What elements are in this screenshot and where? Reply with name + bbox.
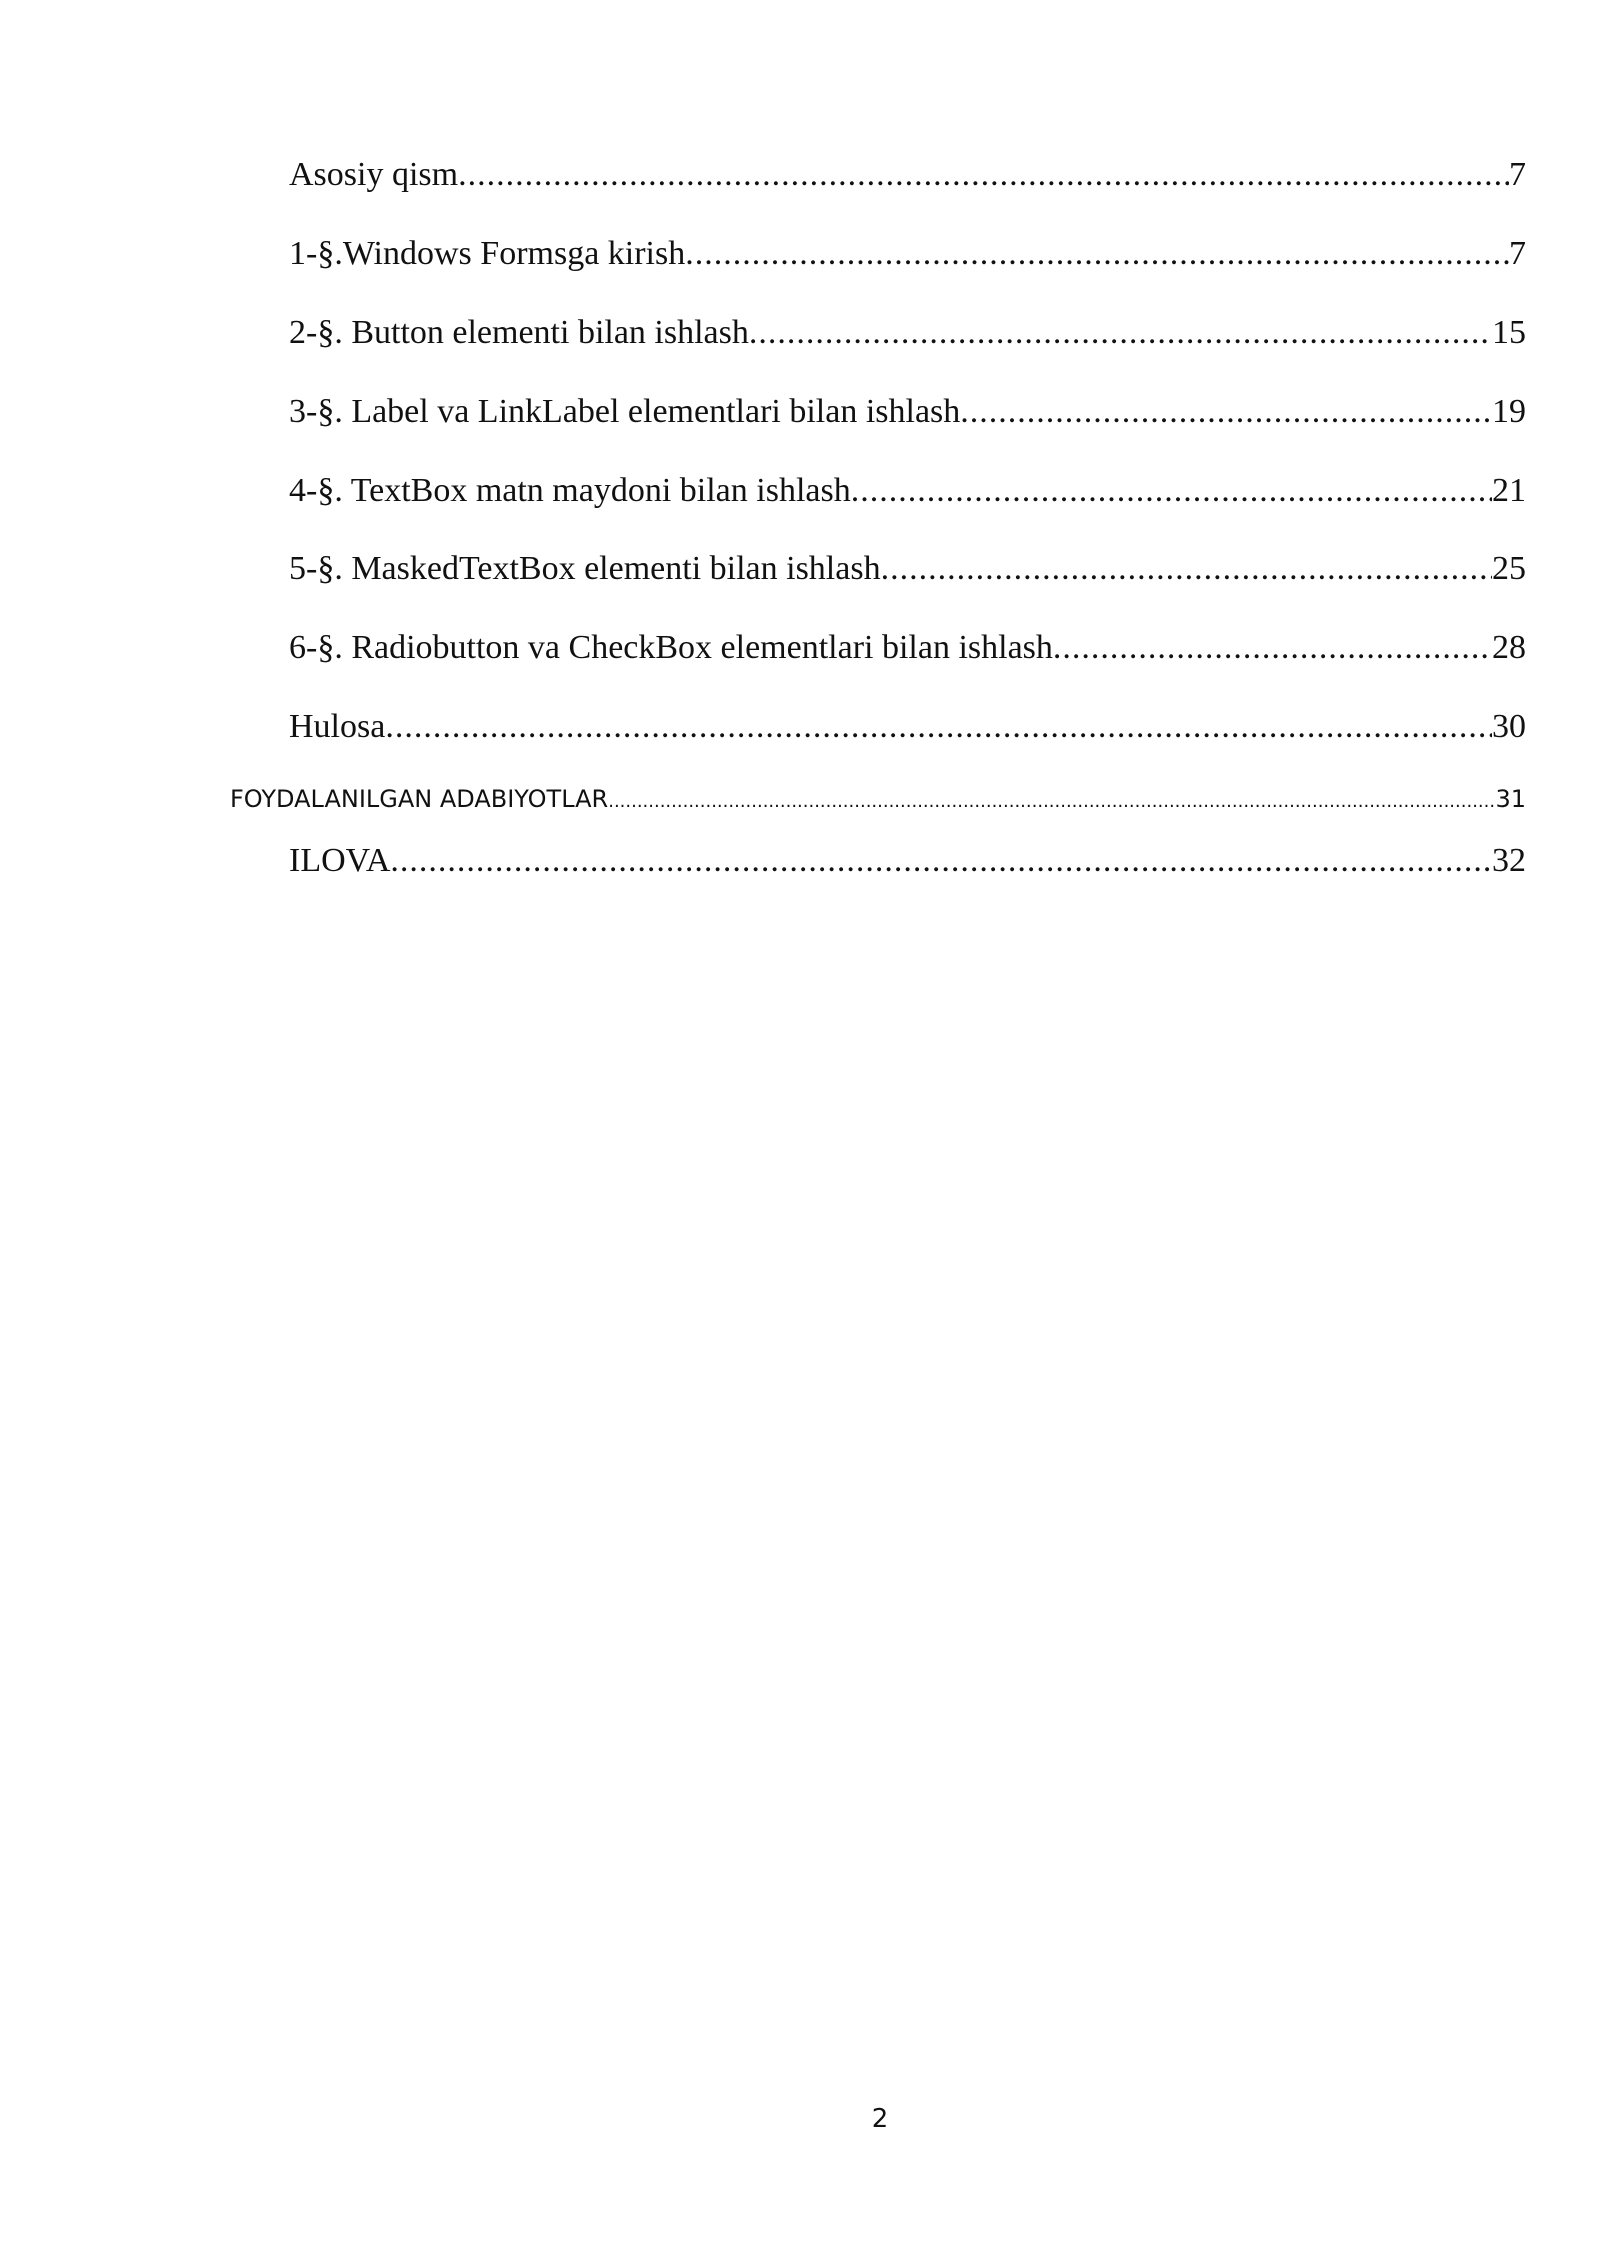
toc-dot-leader <box>851 466 1492 516</box>
page-number: 2 <box>871 2104 889 2134</box>
toc-entry-page: 31 <box>1495 785 1526 813</box>
toc-entry-title: 4-§. TextBox matn maydoni bilan ishlash <box>289 472 851 509</box>
toc-entry-textbox[interactable] <box>289 466 1526 516</box>
toc-entry-ilova[interactable] <box>289 836 1526 886</box>
toc-entry-windows-forms[interactable] <box>289 229 1526 279</box>
toc-entry-page: 32 <box>1492 842 1526 879</box>
toc-entry-title: Hulosa <box>289 708 386 745</box>
toc-entry-page: 30 <box>1492 708 1526 745</box>
toc-entry-title: 3-§. Label va LinkLabel elementlari bilan ishlash <box>289 393 961 430</box>
toc-dot-leader <box>960 387 1492 437</box>
toc-entry-page: 15 <box>1492 314 1526 351</box>
toc-entry-asosiy-qism[interactable] <box>289 150 1526 200</box>
toc-entry-title: 5-§. MaskedTextBox elementi bilan ishlash <box>289 550 881 587</box>
toc-entry-title: 1-§.Windows Formsga kirish <box>289 235 686 272</box>
toc-dot-leader <box>881 544 1492 594</box>
toc-entry-page: 21 <box>1492 472 1526 509</box>
toc-dot-leader <box>458 150 1509 200</box>
toc-entry-page: 25 <box>1492 550 1526 587</box>
toc-dot-leader <box>390 836 1492 886</box>
toc-dot-leader <box>749 308 1492 358</box>
toc-entry-label-linklabel[interactable] <box>289 387 1526 437</box>
toc-entry-page: 7 <box>1509 235 1526 272</box>
toc-entry-foydalanilgan-adabiyotlar[interactable] <box>230 781 1526 817</box>
toc-dot-leader <box>1053 623 1492 673</box>
toc-dot-leader <box>685 229 1509 279</box>
toc-entry-title: ILOVA <box>289 842 391 879</box>
toc-entry-maskedtextbox[interactable] <box>289 544 1526 594</box>
toc-entry-page: 28 <box>1492 629 1526 666</box>
toc-entry-title: FOYDALANILGAN ADABIYOTLAR <box>230 785 609 813</box>
toc-entry-title: 6-§. Radiobutton va CheckBox elementlari bilan ishlash <box>289 629 1053 666</box>
toc-dot-leader <box>385 702 1492 752</box>
toc-entry-page: 7 <box>1509 156 1526 193</box>
toc-entry-hulosa[interactable] <box>289 702 1526 752</box>
toc-entry-radiobutton-checkbox[interactable] <box>289 623 1526 673</box>
toc-entry-button[interactable] <box>289 308 1526 358</box>
toc-entry-title: Asosiy qism <box>289 156 459 193</box>
toc-dot-leader <box>608 784 1495 817</box>
toc-entry-title: 2-§. Button elementi bilan ishlash <box>289 314 749 351</box>
toc-entry-page: 19 <box>1492 393 1526 430</box>
